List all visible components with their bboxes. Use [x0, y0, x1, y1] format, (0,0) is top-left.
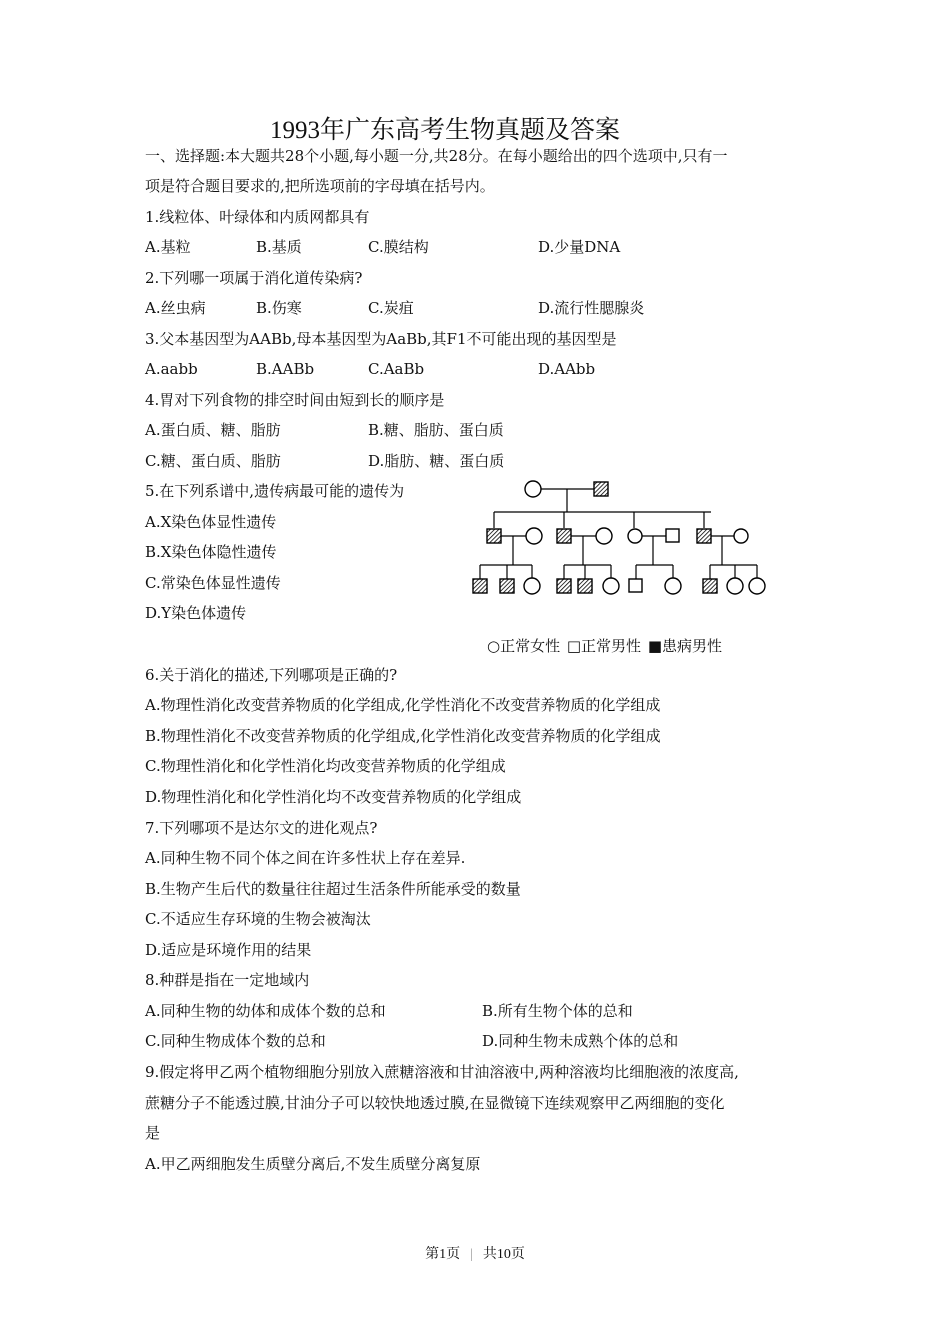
pedigree-affected-male — [473, 579, 487, 593]
section-intro-line-2: 项是符合题目要求的,把所选项前的字母填在括号内。 — [145, 177, 495, 195]
pedigree-affected-male — [578, 579, 592, 593]
pedigree-affected-male — [594, 482, 608, 496]
page-total: 共10页 — [482, 1247, 525, 1262]
question-3-stem: 3.父本基因型为AABb,母本基因型为AaBb,其F1不可能出现的基因型是 — [145, 330, 617, 348]
pedigree-normal-female — [628, 529, 642, 543]
question-4-option-a: A.蛋白质、糖、脂肪 — [145, 421, 281, 439]
pedigree-legend — [487, 635, 724, 656]
question-4-option-c: C.糖、蛋白质、脂肪 — [145, 452, 281, 470]
question-3-option-b: B.AABb — [256, 360, 315, 378]
pedigree-diagram — [460, 470, 780, 605]
pedigree-normal-female — [603, 578, 619, 594]
pedigree-normal-female — [665, 578, 681, 594]
question-1-option-b: B.基质 — [256, 238, 302, 256]
question-1-option-d: D.少量DNA — [538, 238, 621, 256]
pedigree-affected-male — [703, 579, 717, 593]
question-8-option-d: D.同种生物未成熟个体的总和 — [482, 1032, 679, 1050]
page-footer: 第1页 | 共10页 — [425, 1247, 525, 1262]
question-7-option-d: D.适应是环境作用的结果 — [145, 941, 312, 959]
page-number: 第1页 — [425, 1247, 461, 1262]
pedigree-affected-male — [697, 529, 711, 543]
pedigree-normal-female — [734, 529, 748, 543]
question-4-option-d: D.脂肪、糖、蛋白质 — [368, 452, 505, 470]
question-8-option-c: C.同种生物成体个数的总和 — [145, 1032, 326, 1050]
question-2-option-c: C.炭疽 — [368, 299, 414, 317]
question-5-option-a: A.X染色体显性遗传 — [145, 513, 277, 531]
question-5-option-b: B.X染色体隐性遗传 — [145, 543, 277, 561]
question-3-option-a: A.aabb — [145, 360, 198, 378]
question-9-stem-line-1: 9.假定将甲乙两个植物细胞分别放入蔗糖溶液和甘油溶液中,两种溶液均比细胞液的浓度高, — [145, 1063, 739, 1081]
question-1-stem: 1.线粒体、叶绿体和内质网都具有 — [145, 208, 370, 226]
question-6-option-d: D.物理性消化和化学性消化均不改变营养物质的化学组成 — [145, 788, 522, 806]
question-1-option-a: A.基粒 — [145, 238, 191, 256]
question-6-option-c: C.物理性消化和化学性消化均改变营养物质的化学组成 — [145, 757, 506, 775]
legend-normal-female: ○正常女性 — [487, 637, 561, 655]
pedigree-normal-female — [526, 528, 542, 544]
question-9-option-a: A.甲乙两细胞发生质壁分离后,不发生质壁分离复原 — [145, 1155, 481, 1173]
pedigree-affected-male — [487, 529, 501, 543]
question-5-stem: 5.在下列系谱中,遗传病最可能的遗传为 — [145, 482, 405, 500]
pedigree-normal-female — [749, 578, 765, 594]
question-2-option-b: B.伤寒 — [256, 299, 302, 317]
question-2-stem: 2.下列哪一项属于消化道传染病? — [145, 269, 363, 287]
section-intro-line-1: 一、选择题:本大题共28个小题,每小题一分,共28分。在每小题给出的四个选项中,只有一 — [145, 147, 728, 165]
question-6-option-a: A.物理性消化改变营养物质的化学组成,化学性消化不改变营养物质的化学组成 — [145, 696, 661, 714]
pedigree-normal-female — [524, 578, 540, 594]
pedigree-normal-male — [629, 579, 642, 592]
pedigree-affected-male — [557, 529, 571, 543]
question-1-option-c: C.膜结构 — [368, 238, 429, 256]
pedigree-affected-male — [500, 579, 514, 593]
pedigree-normal-female — [525, 481, 541, 497]
legend-normal-male: □正常男性 — [566, 637, 642, 655]
page-title: 1993年广东高考生物真题及答案 — [269, 117, 620, 144]
question-7-option-a: A.同种生物不同个体之间在许多性状上存在差异. — [145, 849, 466, 867]
question-3-option-c: C.AaBb — [368, 360, 425, 378]
pedigree-normal-female — [596, 528, 612, 544]
question-8-option-a: A.同种生物的幼体和成体个数的总和 — [145, 1002, 386, 1020]
pedigree-normal-male — [666, 529, 679, 542]
question-3-option-d: D.AAbb — [538, 360, 596, 378]
question-9-stem-line-2: 蔗糖分子不能透过膜,甘油分子可以较快地透过膜,在显微镜下连续观察甲乙两细胞的变化 — [145, 1094, 725, 1112]
question-9-stem-line-3: 是 — [145, 1124, 161, 1142]
question-4-option-b: B.糖、脂肪、蛋白质 — [368, 421, 504, 439]
question-7-stem: 7.下列哪项不是达尔文的进化观点? — [145, 819, 378, 837]
question-7-option-c: C.不适应生存环境的生物会被淘汰 — [145, 910, 371, 928]
question-5-option-d: D.Y染色体遗传 — [145, 604, 247, 622]
question-5-option-c: C.常染色体显性遗传 — [145, 574, 281, 592]
question-4-stem: 4.胃对下列食物的排空时间由短到长的顺序是 — [145, 391, 445, 409]
question-8-stem: 8.种群是指在一定地域内 — [145, 971, 310, 989]
question-7-option-b: B.生物产生后代的数量往往超过生活条件所能承受的数量 — [145, 880, 521, 898]
pedigree-affected-male — [557, 579, 571, 593]
question-2-option-d: D.流行性腮腺炎 — [538, 299, 645, 317]
legend-affected-male: ■患病男性 — [647, 637, 723, 655]
question-6-option-b: B.物理性消化不改变营养物质的化学组成,化学性消化改变营养物质的化学组成 — [145, 727, 661, 745]
question-8-option-b: B.所有生物个体的总和 — [482, 1002, 633, 1020]
pedigree-normal-female — [727, 578, 743, 594]
question-2-option-a: A.丝虫病 — [145, 299, 206, 317]
question-6-stem: 6.关于消化的描述,下列哪项是正确的? — [145, 666, 398, 684]
